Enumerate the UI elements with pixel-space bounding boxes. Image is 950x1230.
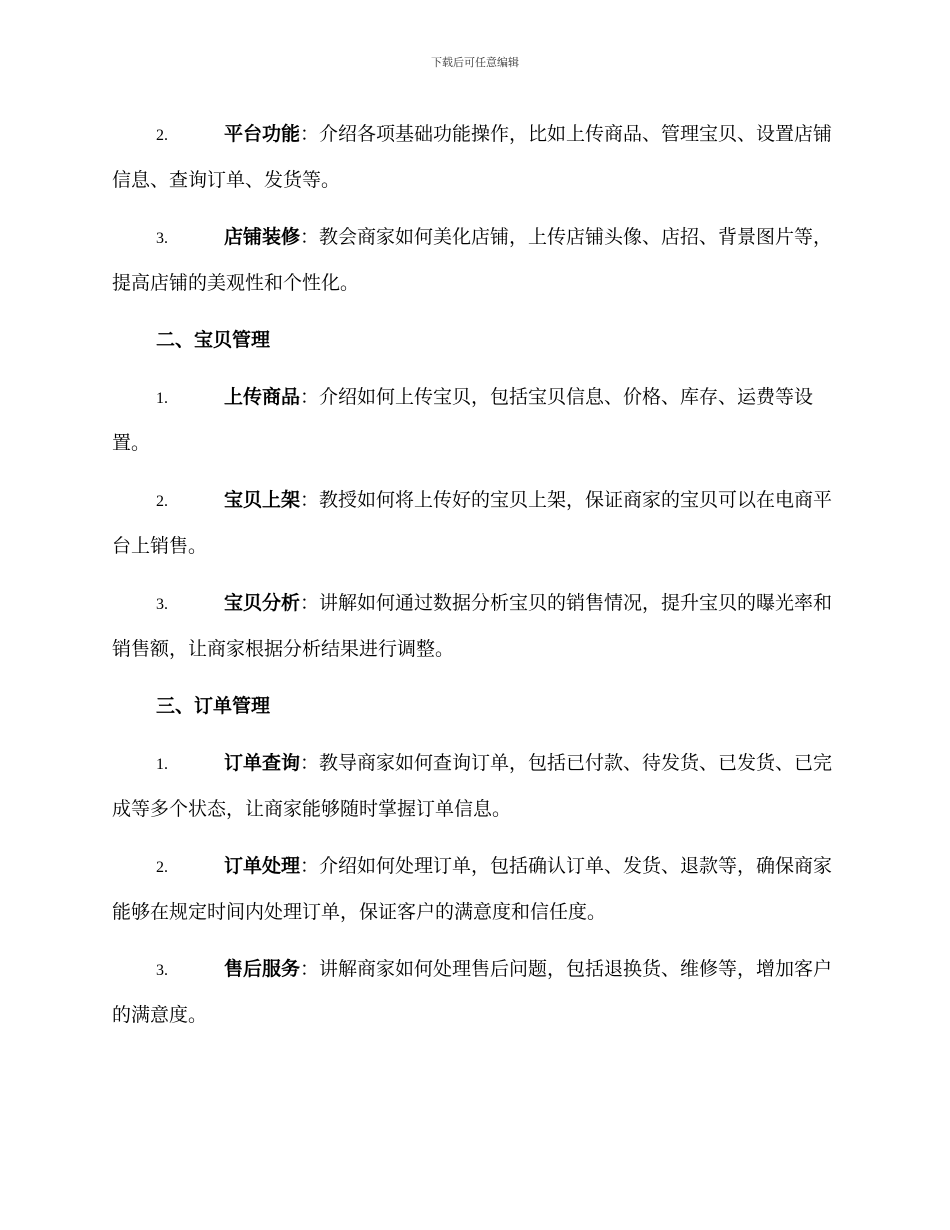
item-text: ：介绍各项基础功能操作，比如上传商品、管理宝贝、设置店铺信息、查询订单、发货等。: [112, 123, 833, 191]
item-text: ：介绍如何处理订单，包括确认订单、发货、退款等，确保商家能够在规定时间内处理订单，保证客户的满意度和信任度。: [112, 855, 833, 923]
section-heading: 三、订单管理: [156, 695, 271, 717]
list-item: [112, 215, 838, 306]
item-term: 订单查询: [224, 752, 301, 774]
item-number: 2.: [156, 859, 168, 876]
item-term: 宝贝上架: [224, 489, 301, 511]
header-note: 下载后可任意编辑: [431, 56, 519, 69]
item-text: ：讲解商家如何处理售后问题，包括退换货、维修等，增加客户的满意度。: [112, 958, 833, 1026]
item-text: ：教会商家如何美化店铺，上传店铺头像、店招、背景图片等，提高店铺的美观性和个性化。: [112, 226, 833, 294]
item-term: 店铺装修: [224, 226, 301, 248]
item-term: 订单处理: [224, 855, 301, 877]
list-item: [112, 375, 838, 466]
item-text: ：教授如何将上传好的宝贝上架，保证商家的宝贝可以在电商平台上销售。: [112, 489, 833, 557]
item-term: 上传商品: [224, 386, 301, 408]
list-item: [112, 112, 838, 203]
item-number: 1.: [156, 756, 168, 773]
item-term: 平台功能: [224, 123, 301, 145]
list-item: [112, 844, 838, 935]
item-number: 3.: [156, 230, 168, 247]
item-number: 2.: [156, 493, 168, 510]
item-number: 3.: [156, 962, 168, 979]
item-text: ：讲解如何通过数据分析宝贝的销售情况，提升宝贝的曝光率和销售额，让商家根据分析结果进行调整。: [112, 592, 833, 660]
item-number: 3.: [156, 596, 168, 613]
item-text: ：教导商家如何查询订单，包括已付款、待发货、已发货、已完成等多个状态，让商家能够随时掌握订单信息。: [112, 752, 833, 820]
item-term: 售后服务: [224, 958, 301, 980]
item-number: 1.: [156, 390, 168, 407]
list-item: [112, 478, 838, 569]
item-number: 2.: [156, 127, 168, 144]
item-term: 宝贝分析: [224, 592, 301, 614]
list-item: [112, 741, 838, 832]
list-item: [112, 947, 838, 1038]
item-text: ：介绍如何上传宝贝，包括宝贝信息、价格、库存、运费等设置。: [112, 386, 814, 454]
section-heading: 二、宝贝管理: [156, 329, 271, 351]
document-body: [112, 112, 838, 1050]
list-item: [112, 581, 838, 672]
